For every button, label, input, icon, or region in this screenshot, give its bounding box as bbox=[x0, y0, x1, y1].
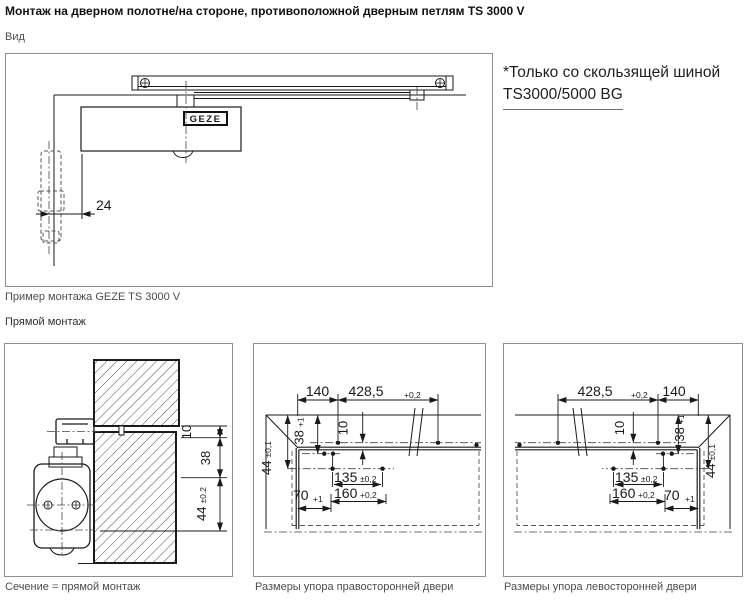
rh-dim-70: 70 bbox=[293, 487, 309, 503]
section-drawing bbox=[5, 344, 232, 576]
lh-dim-10: 10 bbox=[612, 420, 627, 436]
lh-dim-135: 135 bbox=[615, 469, 639, 485]
lh-dim-38: 38+1 bbox=[672, 414, 687, 442]
rh-dim-135: 135 bbox=[334, 469, 358, 485]
section-caption: Сечение = прямой монтаж bbox=[5, 581, 141, 593]
rebate-step bbox=[119, 426, 124, 435]
lh-dim-428: 428,5 bbox=[577, 383, 613, 399]
view-drawing bbox=[6, 54, 492, 286]
hole-pattern-linework bbox=[264, 394, 482, 532]
view-drawing-panel bbox=[5, 53, 493, 287]
left-door-caption: Размеры упора левосторонней двери bbox=[504, 581, 697, 593]
rh-dim-160: 160 bbox=[334, 485, 358, 501]
direct-mount-label: Прямой монтаж bbox=[5, 316, 86, 328]
arm-end-block bbox=[54, 447, 77, 457]
lh-dim-70: 70 bbox=[664, 487, 680, 503]
lh-dim-44: 44±0,1 bbox=[703, 444, 718, 478]
rh-tol-428: +0,2 bbox=[404, 390, 421, 400]
section-dim-10: 10 bbox=[179, 424, 194, 440]
rh-tol-160: +0,2 bbox=[360, 490, 377, 500]
door-hinge bbox=[38, 151, 64, 243]
lh-dim-140: 140 bbox=[662, 383, 686, 399]
left-door-drawing bbox=[504, 344, 742, 576]
rh-dim-140: 140 bbox=[305, 383, 330, 399]
view-label: Вид bbox=[5, 31, 25, 43]
pinion-block bbox=[49, 457, 82, 467]
rh-tol-135: ±0,2 bbox=[360, 474, 377, 484]
right-door-drawing bbox=[254, 344, 485, 576]
rh-dim-44: 44±0,1 bbox=[259, 441, 274, 475]
geze-logo: GEZE bbox=[189, 114, 222, 125]
section-drawing-panel bbox=[4, 343, 233, 577]
example-caption: Пример монтажа GEZE TS 3000 V bbox=[5, 291, 181, 303]
mirrored-linework bbox=[514, 394, 732, 532]
rh-tol-70: +1 bbox=[313, 494, 323, 504]
right-door-caption: Размеры упора правосторонней двери bbox=[255, 581, 454, 593]
note-line-2: TS3000/5000 BG bbox=[503, 84, 623, 110]
section-dim-38: 38 bbox=[198, 450, 213, 466]
note-line-1: *Только со скользящей шиной bbox=[503, 64, 721, 81]
note-block bbox=[503, 62, 720, 110]
lh-tol-160: +0,2 bbox=[638, 490, 655, 500]
frame-section bbox=[94, 360, 179, 426]
lh-tol-135: ±0,2 bbox=[641, 474, 658, 484]
slide-rail bbox=[132, 76, 453, 90]
section-dim-44: 44±0.2 bbox=[194, 487, 209, 521]
page-title: Монтаж на дверном полотне/на стороне, противоположной дверным петлям TS 3000 V bbox=[5, 4, 525, 18]
valve-notch bbox=[173, 151, 193, 158]
dim-24-label: 24 bbox=[96, 197, 112, 213]
lh-tol-70: +1 bbox=[685, 494, 695, 504]
left-door-drawing-panel bbox=[503, 343, 743, 577]
closer-body-side bbox=[34, 464, 90, 548]
rh-dim-428: 428,5 bbox=[348, 383, 384, 399]
rh-dim-38: 38+1 bbox=[291, 417, 307, 445]
door-section bbox=[94, 432, 176, 563]
lh-dim-160: 160 bbox=[612, 485, 636, 501]
pivot-block bbox=[177, 95, 194, 107]
lh-tol-428: +0,2 bbox=[631, 390, 648, 400]
right-door-drawing-panel bbox=[253, 343, 486, 577]
rh-dim-10: 10 bbox=[335, 420, 351, 436]
